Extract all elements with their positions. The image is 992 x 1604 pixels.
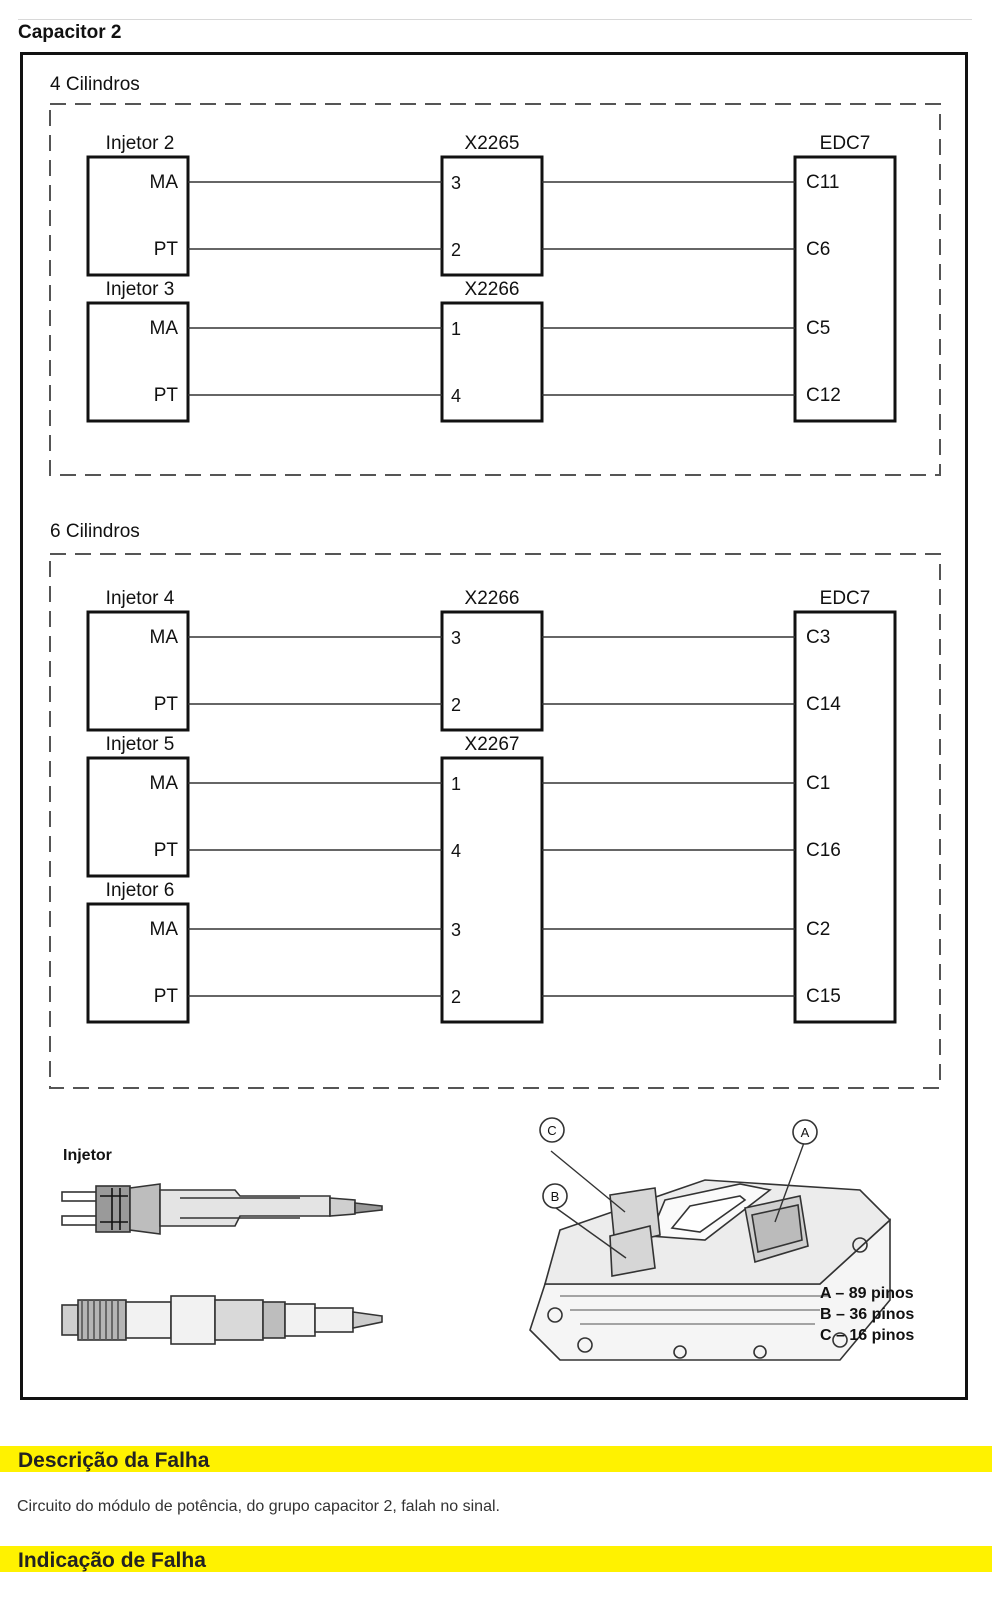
injector-title-6cyl-0: Injetor 4: [105, 588, 175, 609]
ecu-pin-label: C5: [806, 318, 831, 339]
legend-c: C – 16 pinos: [820, 1327, 915, 1344]
callout-b-label: B: [550, 1189, 560, 1204]
injector-pin-label: MA: [149, 172, 178, 193]
ecu-title-4cyl: EDC7: [819, 133, 871, 154]
connector-pin-label: 4: [451, 386, 462, 406]
fault-description-text: Circuito do módulo de potência, do grupo capacitor 2, falah no sinal.: [17, 1498, 500, 1515]
fault-description-header: [0, 1446, 992, 1472]
connector-pin-label: 1: [451, 319, 462, 339]
injector-title-6cyl-1: Injetor 5: [105, 734, 175, 755]
injector-pin-label: MA: [149, 627, 178, 648]
injector-pin-label: PT: [153, 239, 178, 260]
connector-pin-label: 3: [451, 628, 462, 648]
connector-title-4cyl-1: X2266: [464, 279, 520, 300]
connector-pin-label: 2: [451, 695, 462, 715]
section-6cyl: [50, 521, 940, 1088]
injector-pin-label: PT: [153, 840, 178, 861]
ecu-pin-label: C14: [806, 694, 841, 715]
section-label-6cyl: 6 Cilindros: [50, 521, 140, 542]
legend-b: B – 36 pinos: [820, 1306, 915, 1323]
callout-a-label: A: [800, 1125, 810, 1140]
connector-title-6cyl-1: X2267: [464, 734, 520, 755]
injector-image-label: Injetor: [63, 1147, 112, 1164]
ecu-pin-label: C12: [806, 385, 841, 406]
callout-b-icon: [543, 1184, 567, 1208]
legend-a: A – 89 pinos: [820, 1285, 914, 1302]
section-4cyl: [50, 74, 940, 475]
connector-pin-label: 3: [451, 920, 462, 940]
connector-pin-label: 2: [451, 987, 462, 1007]
connector-pin-label: 1: [451, 774, 462, 794]
callout-c-label: C: [547, 1123, 557, 1138]
ecu-module-illustration: [530, 1118, 914, 1360]
fault-indication-title: Indicação de Falha: [18, 1549, 206, 1572]
injector-pin-label: MA: [149, 919, 178, 940]
connector-title-6cyl-0: X2266: [464, 588, 520, 609]
injector-external-drawing: [62, 1296, 382, 1344]
injector-illustration: [62, 1147, 382, 1344]
injector-pin-label: PT: [153, 694, 178, 715]
ecu-pin-legend: [820, 1285, 914, 1344]
injector-pin-label: PT: [153, 986, 178, 1007]
wiring-sections: [50, 74, 940, 1088]
injector-pin-label: PT: [153, 385, 178, 406]
injector-title-6cyl-2: Injetor 6: [105, 880, 175, 901]
ecu-pin-label: C16: [806, 840, 841, 861]
connector-pin-label: 4: [451, 841, 462, 861]
injector-pin-label: MA: [149, 773, 178, 794]
injector-title-4cyl-1: Injetor 3: [105, 279, 175, 300]
callout-a-icon: [793, 1120, 817, 1144]
connector-pin-label: 2: [451, 240, 462, 260]
fault-indication-header: [0, 1546, 992, 1572]
connector-box-6cyl-1: [442, 758, 542, 1022]
section-label-4cyl: 4 Cilindros: [50, 74, 140, 95]
ecu-pin-label: C3: [806, 627, 831, 648]
injector-section-drawing: [62, 1184, 382, 1234]
ecu-pin-label: C15: [806, 986, 841, 1007]
ecu-pin-label: C2: [806, 919, 831, 940]
callout-c-icon: [540, 1118, 564, 1142]
ecu-title-6cyl: EDC7: [819, 588, 871, 609]
ecu-pin-label: C11: [806, 172, 840, 193]
connector-pin-label: 3: [451, 173, 462, 193]
page-title: Capacitor 2: [18, 22, 122, 43]
connector-title-4cyl-0: X2265: [464, 133, 520, 154]
injector-title-4cyl-0: Injetor 2: [105, 133, 175, 154]
ecu-pin-label: C1: [806, 773, 831, 794]
ecu-pin-label: C6: [806, 239, 831, 260]
ecu-box-6cyl: [795, 612, 895, 1022]
injector-pin-label: MA: [149, 318, 178, 339]
fault-description-title: Descrição da Falha: [18, 1449, 210, 1472]
ecu-box-4cyl: [795, 157, 895, 421]
